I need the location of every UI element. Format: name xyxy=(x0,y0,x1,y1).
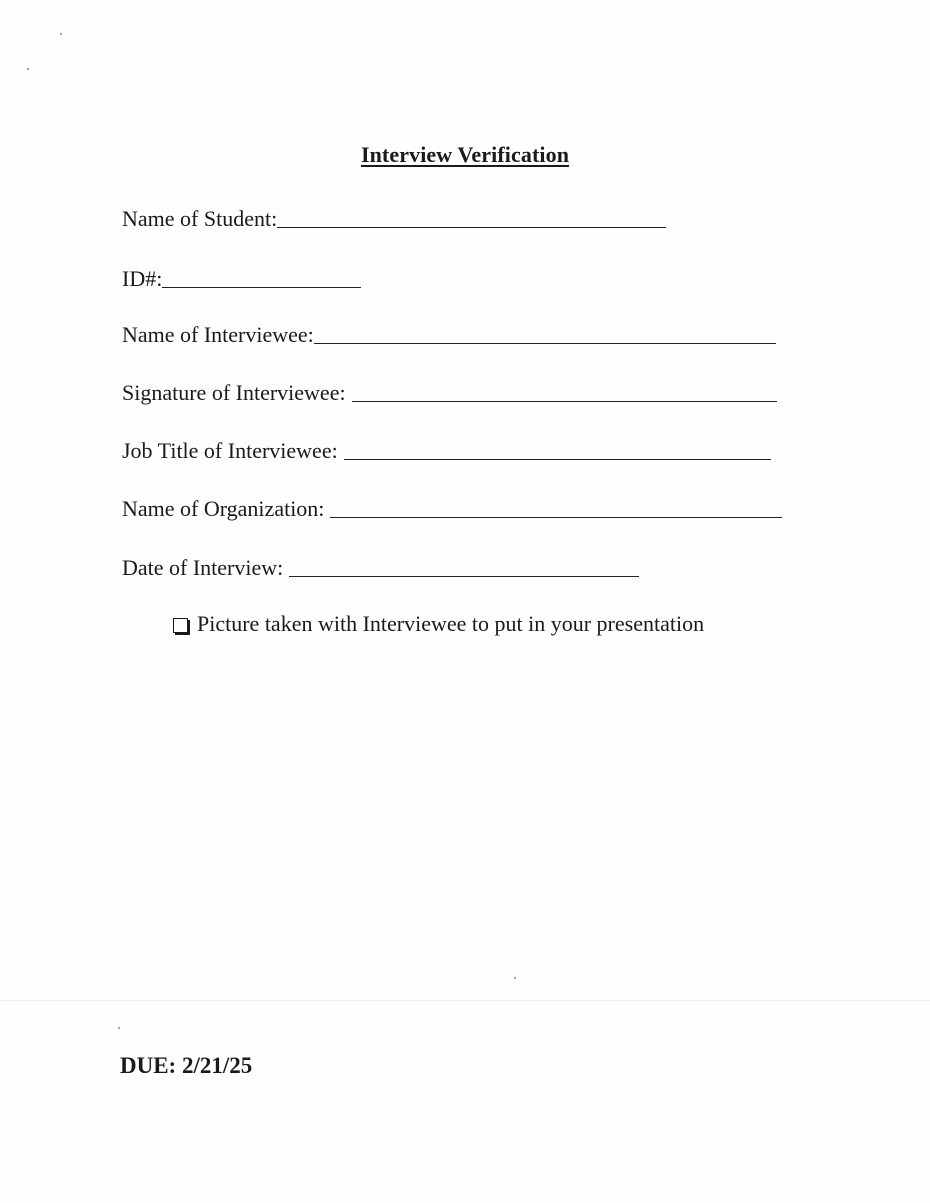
organization-label: Name of Organization: xyxy=(122,496,325,521)
picture-checkbox-row[interactable] xyxy=(173,611,704,637)
interviewee-name-label: Name of Interviewee: xyxy=(122,322,314,347)
form-title: Interview Verification xyxy=(360,142,570,167)
due-date: DUE: 2/21/25 xyxy=(120,1053,253,1078)
interview-date-field[interactable] xyxy=(122,555,639,581)
student-name-field[interactable] xyxy=(122,206,666,232)
scan-fold-line xyxy=(0,1000,930,1001)
interviewee-signature-label: Signature of Interviewee: xyxy=(122,380,346,405)
scan-speck xyxy=(60,33,62,35)
interviewee-name-field[interactable] xyxy=(122,322,776,348)
picture-checkbox-label: Picture taken with Interviewee to put in your presentation xyxy=(197,611,705,636)
interview-date-label: Date of Interview: xyxy=(122,555,284,580)
job-title-label: Job Title of Interviewee: xyxy=(122,438,338,463)
interview-date-blank[interactable] xyxy=(289,576,639,577)
student-name-label: Name of Student: xyxy=(122,206,278,231)
scan-speck xyxy=(27,68,29,70)
interviewee-signature-field[interactable] xyxy=(122,380,777,406)
id-blank[interactable] xyxy=(162,287,361,288)
student-name-blank[interactable] xyxy=(277,227,666,228)
organization-field[interactable] xyxy=(122,496,782,522)
scan-speck xyxy=(118,1027,120,1029)
interviewee-name-blank[interactable] xyxy=(314,343,776,344)
picture-checkbox[interactable] xyxy=(173,618,188,633)
id-field[interactable] xyxy=(122,266,361,292)
job-title-field[interactable] xyxy=(122,438,771,464)
job-title-blank[interactable] xyxy=(344,459,771,460)
organization-blank[interactable] xyxy=(330,517,782,518)
id-label: ID#: xyxy=(122,266,163,291)
scan-speck xyxy=(514,977,516,979)
interviewee-signature-blank[interactable] xyxy=(352,401,777,402)
